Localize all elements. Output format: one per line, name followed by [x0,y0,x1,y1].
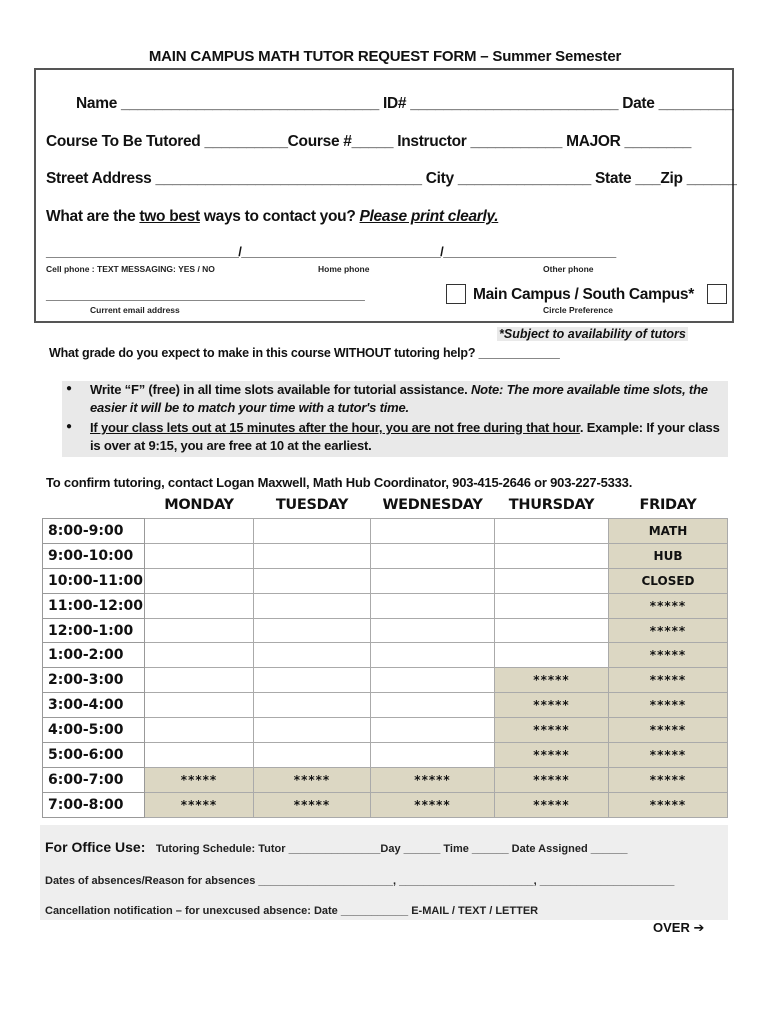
time-slot-label: 8:00-9:00 [43,519,145,544]
absences-line[interactable]: Dates of absences/Reason for absences ______________________, ______________________, ______________________ [45,875,675,887]
contact-question-prefix: What are the [46,208,140,225]
unavailable-slot-monday: ***** [145,792,254,817]
availability-slot-tuesday[interactable] [254,668,371,693]
availability-slot-wednesday[interactable] [371,743,495,768]
availability-slot-wednesday[interactable] [371,718,495,743]
instruction-1-note: Note: The more available time slots, the easier it will be to match your time with a tutor's time. [90,382,708,415]
contact-question-underlined: two best [139,208,200,225]
cancellation-line[interactable]: Cancellation notification – for unexcused absence: Date ___________ E-MAIL / TEXT / LETTER [45,905,539,917]
main-campus-checkbox[interactable] [446,284,466,304]
office-tutoring-row [45,839,627,857]
time-slot-label: 5:00-6:00 [43,743,145,768]
unavailable-slot-tuesday: ***** [254,767,371,792]
availability-slot-thursday[interactable] [495,568,609,593]
day-header-thursday: THURSDAY [508,497,595,513]
schedule-row [43,718,728,743]
phone-line[interactable]: _____________________________/______________________________/__________________________ [46,244,616,259]
bullet-dot: ● [66,421,73,432]
availability-slot-monday[interactable] [145,743,254,768]
time-slot-label: 7:00-8:00 [43,792,145,817]
cell-phone-label: Cell phone : TEXT MESSAGING: YES / NO [46,264,215,274]
unavailable-slot-friday: CLOSED [609,568,728,593]
time-slot-label: 4:00-5:00 [43,718,145,743]
availability-slot-monday[interactable] [145,618,254,643]
unavailable-slot-thursday: ***** [495,718,609,743]
unavailable-slot-thursday: ***** [495,693,609,718]
availability-slot-wednesday[interactable] [371,618,495,643]
unavailable-slot-friday: ***** [609,792,728,817]
availability-slot-monday[interactable] [145,519,254,544]
email-label: Current email address [90,305,180,315]
schedule-row [43,668,728,693]
name-id-date-row[interactable]: Name _______________________________ ID# _________________________ Date _________ [76,95,734,112]
availability-slot-tuesday[interactable] [254,568,371,593]
schedule-row [43,792,728,817]
availability-slot-wednesday[interactable] [371,643,495,668]
unavailable-slot-wednesday: ***** [371,767,495,792]
time-slot-label: 11:00-12:00 [43,593,145,618]
time-slot-label: 10:00-11:00 [43,568,145,593]
unavailable-slot-wednesday: ***** [371,792,495,817]
home-phone-label: Home phone [318,264,370,274]
subject-to-availability-note: *Subject to availability of tutors [499,327,686,341]
unavailable-slot-monday: ***** [145,767,254,792]
day-header-friday: FRIDAY [639,497,697,513]
availability-slot-thursday[interactable] [495,618,609,643]
availability-slot-tuesday[interactable] [254,718,371,743]
availability-slot-tuesday[interactable] [254,519,371,544]
unavailable-slot-thursday: ***** [495,792,609,817]
south-campus-checkbox[interactable] [707,284,727,304]
instruction-2-example: . Example: If your class is over at 9:15, you are free at 10 at the earliest. [90,420,720,453]
availability-slot-monday[interactable] [145,668,254,693]
contact-question-print: Please print clearly. [359,208,499,225]
time-slot-label: 3:00-4:00 [43,693,145,718]
unavailable-slot-thursday: ***** [495,767,609,792]
availability-slot-thursday[interactable] [495,643,609,668]
bullet-dot: ● [66,383,73,394]
day-header-monday: MONDAY [164,497,234,513]
unavailable-slot-friday: ***** [609,593,728,618]
contact-question [46,208,498,226]
contact-question-mid: ways to contact you? [199,208,360,225]
office-use-title: For Office Use: [45,839,146,855]
schedule-row [43,568,728,593]
schedule-row [43,767,728,792]
unavailable-slot-thursday: ***** [495,668,609,693]
time-column-header [43,492,145,519]
availability-slot-tuesday[interactable] [254,543,371,568]
schedule-row [43,618,728,643]
unavailable-slot-friday: HUB [609,543,728,568]
availability-slot-tuesday[interactable] [254,593,371,618]
coordinator-contact: To confirm tutoring, contact Logan Maxwell, Math Hub Coordinator, 903-415-2646 or 903-227-5333. [46,475,633,490]
schedule-row [43,593,728,618]
unavailable-slot-friday: ***** [609,643,728,668]
availability-slot-wednesday[interactable] [371,543,495,568]
unavailable-slot-tuesday: ***** [254,792,371,817]
availability-slot-wednesday[interactable] [371,668,495,693]
instruction-bullet-1 [90,381,724,417]
instruction-2-underlined: If your class lets out at 15 minutes after the hour, you are not free during that hour [90,420,580,435]
availability-slot-wednesday[interactable] [371,568,495,593]
availability-slot-monday[interactable] [145,718,254,743]
time-slot-label: 1:00-2:00 [43,643,145,668]
instruction-bullet-2 [90,419,724,455]
availability-slot-wednesday[interactable] [371,693,495,718]
time-slot-label: 12:00-1:00 [43,618,145,643]
availability-slot-thursday[interactable] [495,593,609,618]
time-slot-label: 9:00-10:00 [43,543,145,568]
schedule-header-row [43,492,728,519]
day-header-tuesday: TUESDAY [275,497,349,513]
unavailable-slot-friday: ***** [609,693,728,718]
form-title: MAIN CAMPUS MATH TUTOR REQUEST FORM – Summer Semester [148,48,622,65]
schedule-row [43,543,728,568]
availability-slot-wednesday[interactable] [371,519,495,544]
tutoring-schedule-line[interactable]: Tutoring Schedule: Tutor _______________Day ______ Time ______ Date Assigned ______ [155,843,628,855]
unavailable-slot-friday: ***** [609,767,728,792]
availability-slot-monday[interactable] [145,693,254,718]
availability-slot-tuesday[interactable] [254,643,371,668]
other-phone-label: Other phone [543,264,594,274]
availability-slot-monday[interactable] [145,568,254,593]
campus-choice: Main Campus / South Campus* [473,286,694,303]
over-page-indicator: OVER ➔ [653,920,705,935]
email-line[interactable]: ________________________________________________ [46,287,365,302]
availability-slot-thursday[interactable] [495,519,609,544]
availability-schedule-table [42,492,728,818]
instruction-1-text: Write “F” (free) in all time slots available for tutorial assistance. [90,382,471,397]
unavailable-slot-friday: ***** [609,743,728,768]
schedule-row [43,519,728,544]
unavailable-slot-friday: ***** [609,618,728,643]
day-header-wednesday: WEDNESDAY [382,497,483,513]
availability-slot-monday[interactable] [145,543,254,568]
availability-slot-monday[interactable] [145,643,254,668]
availability-slot-tuesday[interactable] [254,743,371,768]
unavailable-slot-friday: ***** [609,718,728,743]
schedule-row [43,643,728,668]
address-row[interactable]: Street Address ________________________________ City ________________ State ___Zip ______ [46,170,737,187]
availability-slot-tuesday[interactable] [254,693,371,718]
availability-slot-wednesday[interactable] [371,593,495,618]
unavailable-slot-thursday: ***** [495,743,609,768]
schedule-row [43,693,728,718]
unavailable-slot-friday: ***** [609,668,728,693]
grade-question[interactable]: What grade do you expect to make in this course WITHOUT tutoring help? ____________ [49,346,560,360]
unavailable-slot-friday: MATH [609,519,728,544]
time-slot-label: 6:00-7:00 [43,767,145,792]
time-slot-label: 2:00-3:00 [43,668,145,693]
availability-slot-monday[interactable] [145,593,254,618]
schedule-row [43,743,728,768]
availability-slot-tuesday[interactable] [254,618,371,643]
circle-preference-label: Circle Preference [543,305,613,315]
availability-slot-thursday[interactable] [495,543,609,568]
course-row[interactable]: Course To Be Tutored __________Course #_____ Instructor ___________ MAJOR ________ [46,133,692,150]
